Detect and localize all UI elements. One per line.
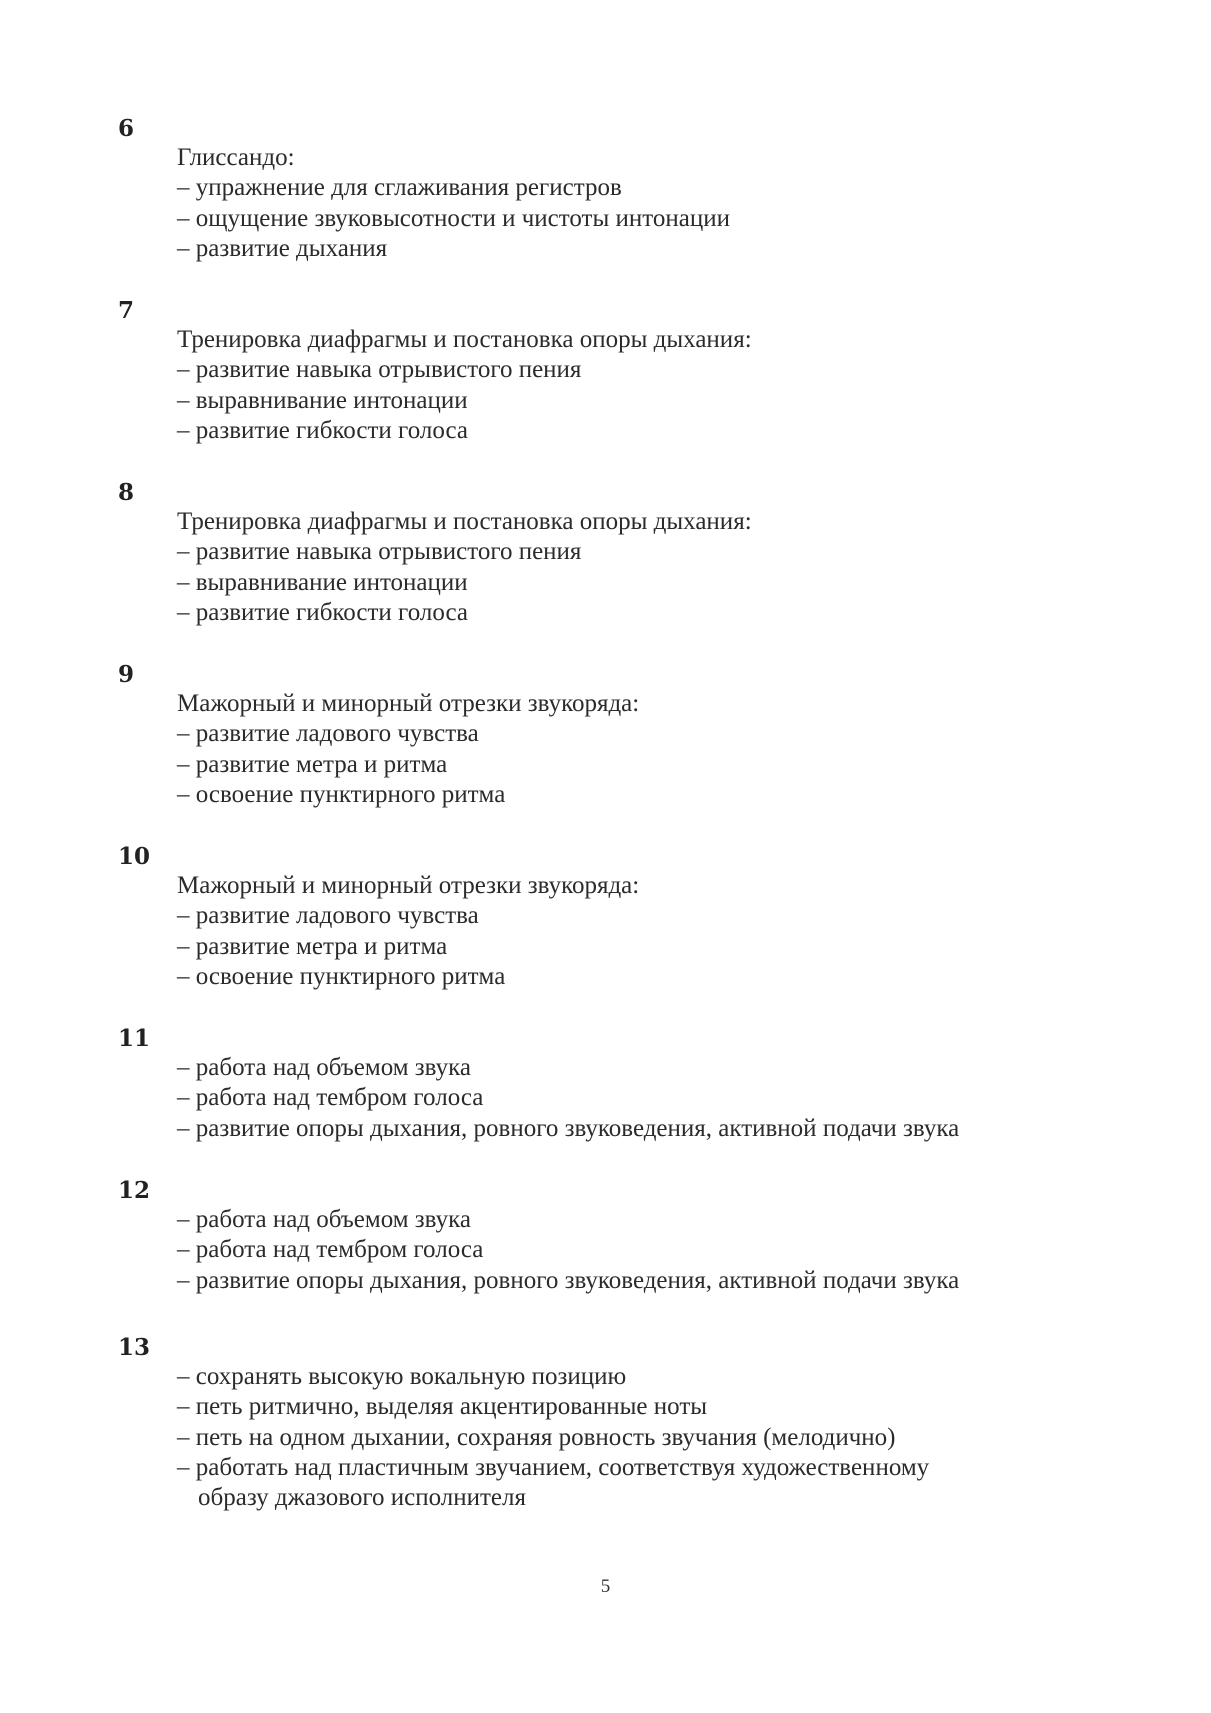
exercise-number: 8 bbox=[118, 479, 135, 506]
exercise-goal: – ощущение звуковысотности и чистоты интонации bbox=[177, 204, 730, 232]
exercise-goal: – развитие ладового чувства bbox=[177, 720, 479, 748]
exercise-description bbox=[177, 143, 1177, 264]
exercise-goal: – упражнение для сглаживания регистров bbox=[177, 174, 622, 202]
exercise-title: Глиссандо: bbox=[177, 144, 295, 171]
exercise-number: 13 bbox=[118, 1334, 151, 1361]
exercise-description bbox=[177, 1362, 1177, 1513]
exercise-number: 10 bbox=[118, 843, 151, 870]
exercise-goal: – освоение пунктирного ритма bbox=[177, 962, 506, 990]
exercise-number: 11 bbox=[118, 1025, 151, 1052]
exercise-number: 12 bbox=[118, 1177, 151, 1204]
exercise-goal: – петь ритмично, выделяя акцентированные ноты bbox=[177, 1393, 708, 1421]
page-number: 5 bbox=[600, 1576, 611, 1597]
exercise-description bbox=[177, 1053, 1177, 1144]
exercise-goal-continuation: образу джазового исполнителя bbox=[198, 1484, 527, 1512]
exercise-goal: – выравнивание интонации bbox=[177, 568, 468, 596]
exercise-description bbox=[177, 871, 1177, 992]
exercise-number: 7 bbox=[118, 297, 135, 324]
exercise-title: Мажорный и минорный отрезки звукоряда: bbox=[177, 690, 640, 717]
exercise-description bbox=[177, 325, 1177, 446]
exercise-goal: – работа над тембром голоса bbox=[177, 1236, 484, 1264]
exercise-description bbox=[177, 1205, 1177, 1296]
exercise-goal: – работать над пластичным звучанием, соответствуя художественному bbox=[177, 1453, 930, 1481]
exercise-goal: – развитие метра и ритма bbox=[177, 750, 448, 778]
exercise-title: Тренировка диафрагмы и постановка опоры дыхания: bbox=[177, 326, 752, 353]
exercise-goal: – сохранять высокую вокальную позицию bbox=[177, 1363, 627, 1390]
exercise-goal: – развитие ладового чувства bbox=[177, 902, 479, 930]
exercise-title: Мажорный и минорный отрезки звукоряда: bbox=[177, 872, 640, 899]
exercise-goal: – развитие гибкости голоса bbox=[177, 598, 468, 626]
exercise-goal: – развитие навыка отрывистого пения bbox=[177, 356, 582, 384]
exercise-description bbox=[177, 689, 1177, 810]
exercise-goal: – работа над объемом звука bbox=[177, 1206, 471, 1233]
exercise-goal: – развитие гибкости голоса bbox=[177, 416, 468, 444]
exercise-number: 9 bbox=[118, 661, 135, 688]
exercise-goal: – развитие навыка отрывистого пения bbox=[177, 538, 582, 566]
exercise-goal: – развитие опоры дыхания, ровного звуковедения, активной подачи звука bbox=[177, 1114, 960, 1142]
exercise-description bbox=[177, 507, 1177, 628]
exercise-goal: – работа над объемом звука bbox=[177, 1054, 471, 1081]
exercise-goal: – развитие метра и ритма bbox=[177, 932, 448, 960]
exercise-goal: – освоение пунктирного ритма bbox=[177, 780, 506, 808]
exercise-goal: – выравнивание интонации bbox=[177, 386, 468, 414]
exercise-goal: – развитие дыхания bbox=[177, 234, 388, 262]
exercise-goal: – работа над тембром голоса bbox=[177, 1084, 484, 1112]
exercise-goal: – петь на одном дыхании, сохраняя ровность звучания (мелодично) bbox=[177, 1423, 896, 1451]
exercise-title: Тренировка диафрагмы и постановка опоры дыхания: bbox=[177, 508, 752, 535]
exercise-number: 6 bbox=[118, 115, 135, 142]
exercise-goal: – развитие опоры дыхания, ровного звуковедения, активной подачи звука bbox=[177, 1266, 960, 1294]
